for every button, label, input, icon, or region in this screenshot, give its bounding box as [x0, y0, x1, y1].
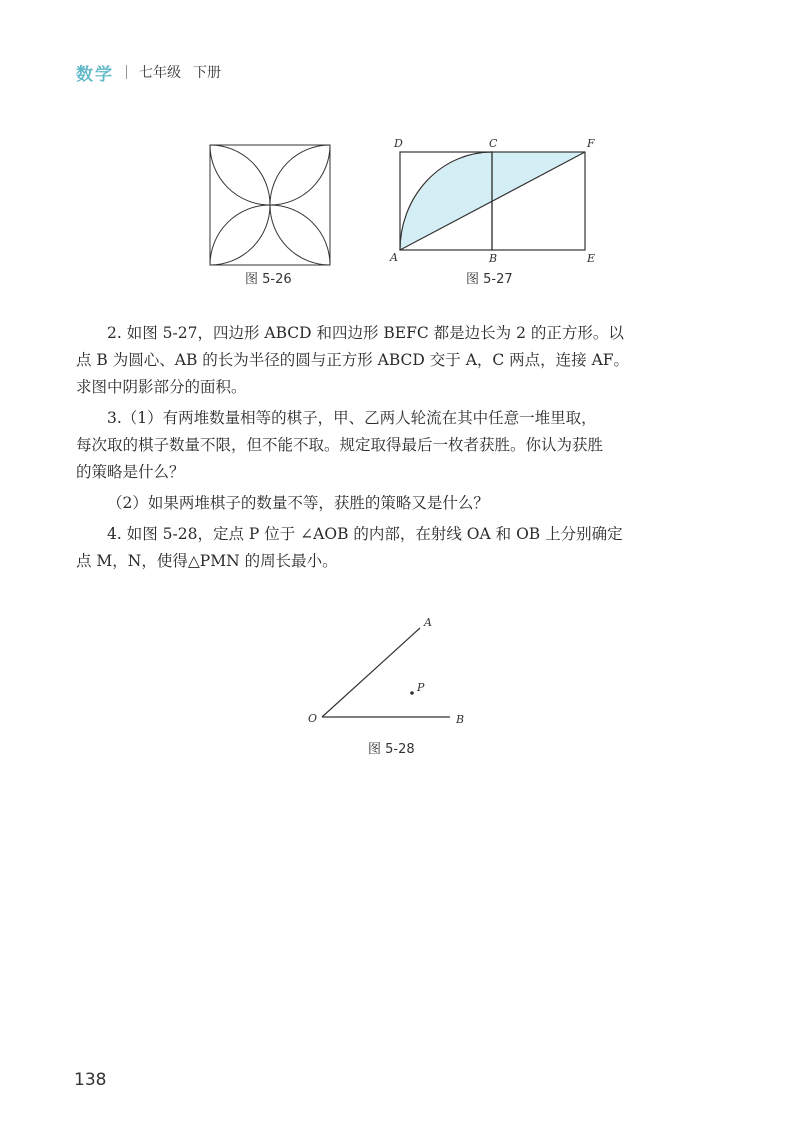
fig27-label-e: E — [587, 252, 596, 265]
volume-label: 下册 — [193, 65, 221, 81]
fig27-label-f: F — [587, 137, 595, 150]
fig27-label-c: C — [489, 137, 498, 150]
problem-4-line-1: 4. 如图 5-28，定点 P 位于 ∠AOB 的内部，在射线 OA 和 OB 上分别确定 — [107, 525, 623, 543]
problem-2-line-3: 求图中阴影部分的面积。 — [76, 378, 247, 396]
figure-5-26 — [205, 140, 335, 270]
fig27-label-d: D — [394, 137, 403, 150]
problems-section — [76, 320, 726, 579]
fig28-label-a: A — [424, 616, 432, 629]
fig26-petal-tl — [210, 145, 270, 205]
fig28-label-o: O — [308, 712, 318, 725]
fig26-petal-bl — [210, 205, 270, 265]
figure-5-27 — [390, 135, 605, 265]
fig26-petal-tr — [270, 145, 330, 205]
problem-4-line-2: 点 M，N，使得△PMN 的周长最小。 — [76, 552, 338, 570]
problem-2-line-1: 2. 如图 5-27，四边形 ABCD 和四边形 BEFC 都是边长为 2 的正方形。以 — [107, 324, 624, 342]
figure-5-28 — [300, 610, 480, 730]
page-number: 138 — [74, 1070, 107, 1090]
subject-title: 数学 — [76, 64, 114, 85]
fig28-label-b: B — [456, 713, 465, 726]
fig26-petal-br — [270, 205, 330, 265]
page-header — [76, 60, 221, 84]
fig27-caption: 图 5-27 — [466, 272, 513, 287]
problem-3-line-2: 每次取的棋子数量不限，但不能不取。规定取得最后一枚者获胜。你认为获胜 — [76, 436, 604, 454]
fig27-label-a: A — [390, 251, 398, 264]
problem-2-line-2: 点 B 为圆心、AB 的长为半径的圆与正方形 ABCD 交于 A，C 两点，连接 AF。 — [76, 351, 630, 369]
fig26-caption: 图 5-26 — [245, 272, 292, 287]
fig28-caption: 图 5-28 — [368, 742, 415, 757]
problem-3-part-2: （2）如果两堆棋子的数量不等，获胜的策略又是什么？ — [107, 494, 489, 512]
fig28-point-p — [410, 691, 414, 695]
fig27-label-b: B — [489, 252, 498, 265]
problem-3-line-3: 的策略是什么？ — [76, 463, 185, 481]
fig28-label-p: P — [417, 681, 425, 694]
header-divider — [126, 65, 127, 79]
grade-label: 七年级 — [139, 65, 181, 81]
fig28-ray-oa — [322, 628, 420, 717]
problem-3-line-1: 3.（1）有两堆数量相等的棋子，甲、乙两人轮流在其中任意一堆里取， — [107, 409, 597, 427]
